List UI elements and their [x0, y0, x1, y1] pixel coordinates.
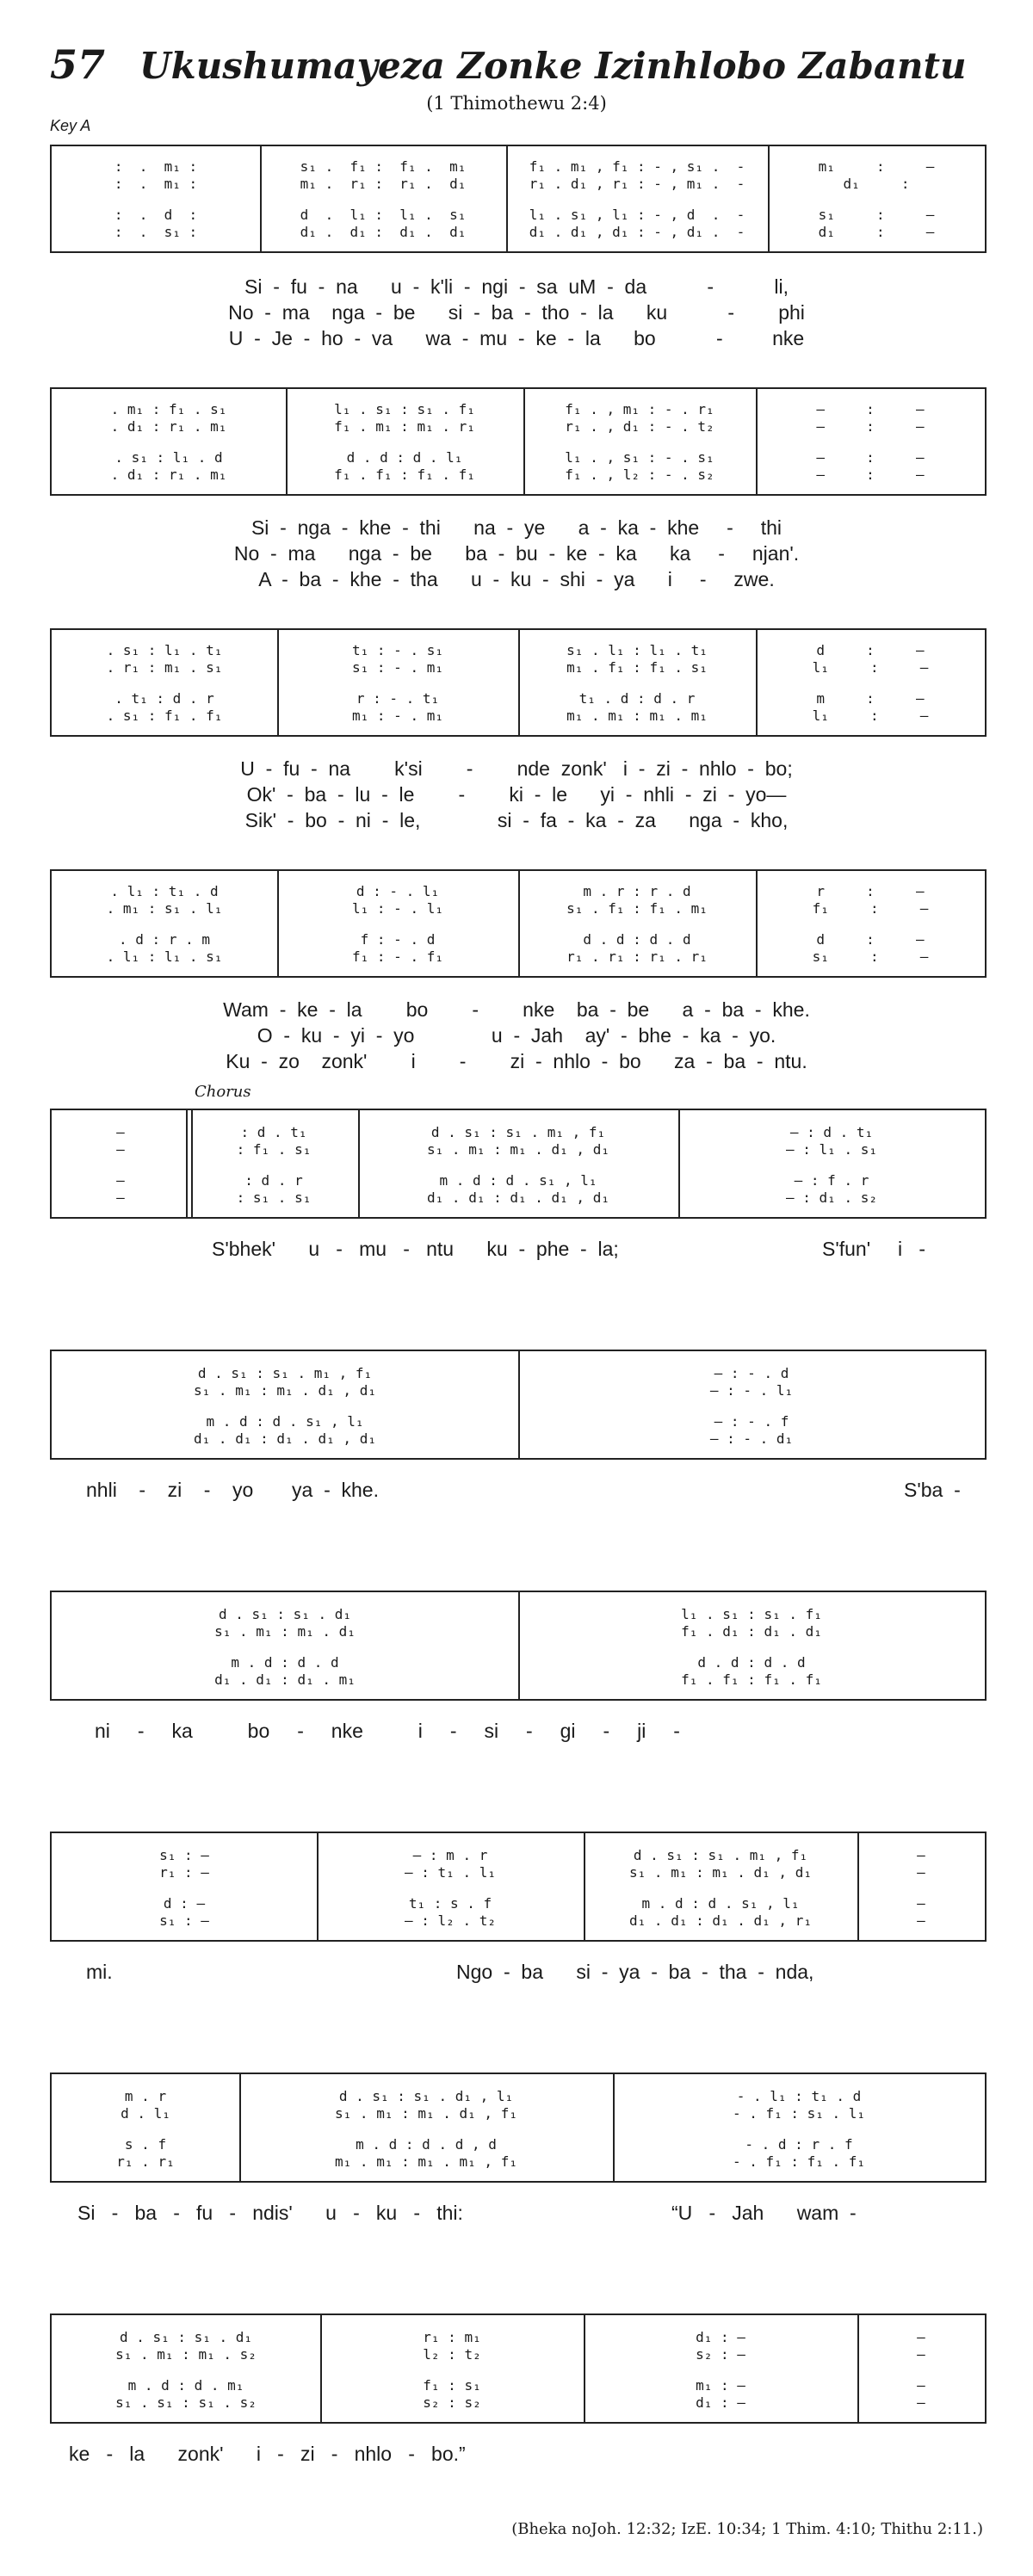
note-group: m . d : d . d , d [356, 2136, 497, 2153]
note-group: — [917, 1847, 925, 1863]
voice-row [52, 900, 985, 917]
note-group: . s₁ : f₁ . f₁ [106, 707, 223, 724]
note-group: f : - . d [360, 931, 436, 948]
note-group: : s₁ . s₁ [236, 1189, 312, 1206]
voice-row [52, 1382, 985, 1399]
note-group: — : l₁ . s₁ [786, 1141, 877, 1158]
note-group: s₁ . f₁ : f₁ . m₁ [566, 900, 708, 917]
note-group: : f₁ . s₁ [236, 1141, 312, 1158]
lyric-line: Si - nga - khe - thi na - ye a - ka - khe - thi [251, 516, 782, 539]
lyric-line: Sik' - bo - ni - le, si - fa - ka - za nga - kho, [244, 809, 789, 831]
note-group: s₂ : s₂ [423, 2394, 481, 2411]
note-group: — : — [816, 449, 925, 466]
note-group: - . l₁ : t₁ . d [736, 2088, 862, 2104]
note-group: s₁ . m₁ : m₁ . d₁ , d₁ [194, 1382, 376, 1399]
note-group: m : — [816, 690, 925, 707]
note-group: s₁ : — [159, 1847, 209, 1863]
note-group: — : d . t₁ [789, 1124, 874, 1140]
key-signature: Key A [50, 117, 91, 134]
voice-row [52, 2153, 985, 2171]
note-group: f₁ . f₁ : f₁ . f₁ [681, 1671, 822, 1688]
note-group: — [116, 1124, 125, 1140]
note-group: l₁ : - . l₁ [352, 900, 443, 917]
voice-row [52, 642, 985, 659]
voice-row [52, 948, 985, 966]
lyric-line: S'fun' i - [822, 1238, 925, 1260]
lyric-line: U - Je - ho - va wa - mu - ke - la bo - nke [228, 327, 805, 349]
voice-row [52, 1124, 985, 1141]
note-group: m₁ : — [696, 2377, 745, 2394]
note-group: m . d : d . m₁ [127, 2377, 244, 2394]
note-group: m₁ : - . m₁ [352, 707, 443, 724]
note-group: m . d : d . s₁ , l₁ [206, 1413, 364, 1430]
lyric-line: Ku - zo zonk' i - zi - nhlo - bo za - ba - ntu. [226, 1050, 807, 1072]
voice-row [52, 2088, 985, 2105]
note-group: — : — [816, 418, 925, 435]
note-group: s₁ . s₁ : s₁ . s₂ [115, 2394, 257, 2411]
note-group: — [917, 2346, 925, 2363]
voice-row [52, 707, 985, 725]
note-group: — : t₁ . l₁ [405, 1864, 496, 1881]
voice-row [52, 1847, 985, 1864]
note-group: m . d : d . s₁ , l₁ [439, 1172, 597, 1189]
note-group: m₁ . r₁ : r₁ . d₁ [300, 176, 467, 192]
note-group: s₁ . m₁ : m₁ . d₁ , d₁ [427, 1141, 609, 1158]
note-group: — : - . f [714, 1413, 789, 1430]
voice-row [52, 2329, 985, 2346]
note-group: — [917, 1895, 925, 1912]
lyric-line: Si - ba - fu - ndis' u - ku - thi: [77, 2202, 463, 2224]
note-group: — : f . r [794, 1172, 869, 1189]
voice-row [52, 2394, 985, 2412]
note-group: f₁ . , m₁ : - . r₁ [565, 401, 714, 417]
note-group: r₁ . r₁ [116, 2153, 175, 2170]
note-group: s₁ : — [159, 1912, 209, 1929]
note-group: . m₁ : f₁ . s₁ [110, 401, 227, 417]
note-group: s₁ . f₁ : f₁ . m₁ [300, 158, 467, 175]
note-group: — [917, 2377, 925, 2394]
note-group: s₁ . m₁ : m₁ . d₁ , f₁ [335, 2105, 517, 2122]
note-group: . s₁ : l₁ . t₁ [106, 642, 223, 658]
note-group: l₁ . , s₁ : - . s₁ [565, 449, 714, 466]
note-group: d : — [816, 931, 925, 948]
note-group: m₁ . f₁ : f₁ . s₁ [566, 659, 708, 676]
note-group: . s₁ : l₁ . d [114, 449, 223, 466]
note-group: f₁ : s₁ [423, 2377, 481, 2394]
note-group: d . l₁ [121, 2105, 170, 2122]
note-group: d₁ . d₁ : d₁ . m₁ [214, 1671, 356, 1688]
note-group: . t₁ : d . r [114, 690, 214, 707]
note-group: m₁ : — [818, 158, 935, 175]
lyric-line: S'ba - [904, 1479, 961, 1501]
voice-row [52, 1365, 985, 1382]
note-group: - . d : r . f [745, 2136, 853, 2153]
note-group: d . s₁ : s₁ . m₁ , f₁ [633, 1847, 808, 1863]
voice-row [52, 1654, 985, 1671]
lyric-line: mi. [86, 1961, 113, 1983]
note-group: — [917, 1912, 925, 1929]
note-group: r₁ : m₁ [423, 2329, 481, 2345]
note-group: . d : r . m [119, 931, 210, 948]
chorus-label: Chorus [195, 1083, 251, 1101]
note-group: - . f₁ : f₁ . f₁ [732, 2153, 866, 2170]
note-group: — : m . r [412, 1847, 488, 1863]
lyric-line: U - fu - na k'si - nde zonk' i - zi - nhlo - bo; [240, 757, 793, 780]
music-system [50, 2073, 987, 2183]
note-group: — [917, 2394, 925, 2411]
lyrics-block [0, 997, 1033, 1074]
note-group: d . s₁ : s₁ . d₁ [218, 1606, 352, 1622]
note-group: — : - . l₁ [709, 1382, 794, 1399]
lyrics-block [0, 274, 1033, 351]
note-group: m . r [124, 2088, 167, 2104]
note-group: d . d : d . l₁ [346, 449, 463, 466]
note-group: — : d₁ . s₂ [786, 1189, 877, 1206]
note-group: f₁ . d₁ : d₁ . d₁ [681, 1623, 822, 1640]
lyric-line: No - ma nga - be ba - bu - ke - ka ka - njan'. [233, 542, 800, 565]
note-group: d . d : d . d [697, 1654, 806, 1671]
voice-row [52, 401, 985, 418]
note-group: d₁ . d₁ : d₁ . d₁ , r₁ [629, 1912, 812, 1929]
voice-row [52, 1606, 985, 1623]
note-group: l₂ : t₂ [423, 2346, 481, 2363]
lyrics-block [0, 515, 1033, 592]
note-group: f₁ . m₁ , f₁ : - , s₁ . - [529, 158, 745, 175]
note-group: m . r : r . d [583, 883, 691, 899]
voice-row [52, 1430, 985, 1448]
lyrics-block [0, 756, 1033, 833]
note-group: d₁ . d₁ , d₁ : - , d₁ . - [529, 224, 745, 240]
note-group: — : — [816, 401, 925, 417]
scripture-reference: (1 Thimothewu 2:4) [426, 93, 607, 114]
note-group: s₁ . l₁ : l₁ . t₁ [566, 642, 708, 658]
note-group: s₁ : — [812, 948, 929, 965]
music-system [50, 1109, 987, 1219]
note-group: — [917, 1864, 925, 1881]
lyric-line: Si - fu - na u - k'li - ngi - sa uM - da - li, [244, 275, 789, 298]
note-group: d₁ : — [696, 2394, 745, 2411]
note-group: . l₁ : t₁ . d [110, 883, 219, 899]
music-system [50, 628, 987, 737]
note-group: d : - . l₁ [356, 883, 440, 899]
note-group: f₁ . f₁ : f₁ . f₁ [334, 466, 475, 483]
note-group: — : - . d [714, 1365, 789, 1381]
lyric-line: “U - Jah wam - [671, 2202, 857, 2224]
voice-row [52, 158, 985, 176]
voice-row [52, 1189, 985, 1207]
note-group: : d . t₁ [240, 1124, 307, 1140]
note-group: f₁ : - . f₁ [352, 948, 443, 965]
note-group: s₁ . m₁ : m₁ . s₂ [115, 2346, 257, 2363]
song-title: Ukushumayeza Zonke Izinhlobo Zabantu [139, 45, 967, 87]
music-system [50, 145, 987, 253]
lyric-line: Ngo - ba si - ya - ba - tha - nda, [456, 1961, 814, 1983]
note-group: . l₁ : l₁ . s₁ [106, 948, 223, 965]
note-group: f₁ : — [812, 900, 929, 917]
note-group: m₁ . m₁ : m₁ . m₁ , f₁ [335, 2153, 517, 2170]
note-group: s₂ : — [696, 2346, 745, 2363]
note-group: m . d : d . d [231, 1654, 339, 1671]
voice-row [52, 1413, 985, 1430]
note-group: d₁ . d₁ : d₁ . d₁ , d₁ [194, 1430, 376, 1447]
note-group: d₁ . d₁ : d₁ . d₁ , d₁ [427, 1189, 609, 1206]
note-group: s₁ . m₁ : m₁ . d₁ , d₁ [629, 1864, 812, 1881]
note-group: r : - . t₁ [356, 690, 440, 707]
note-group: : . m₁ : [114, 158, 198, 175]
voice-row [52, 466, 985, 484]
lyric-line: Wam - ke - la bo - nke ba - be a - ba - khe. [223, 998, 810, 1021]
note-group: t₁ . d : d . r [578, 690, 696, 707]
note-group: d₁ : — [696, 2329, 745, 2345]
voice-row [52, 1864, 985, 1881]
voice-row [52, 1671, 985, 1689]
note-group: l₁ . s₁ : s₁ . f₁ [334, 401, 475, 417]
lyric-line: ni - ka bo - nke i - si - gi - ji - [95, 1720, 680, 1742]
note-group: d . s₁ : s₁ . m₁ , f₁ [430, 1124, 606, 1140]
lyric-line: S'bhek' u - mu - ntu ku - phe - la; [212, 1238, 619, 1260]
note-group: l₁ : — [812, 707, 929, 724]
lyric-line: nhli - zi - yo ya - khe. [86, 1479, 379, 1501]
note-group: — [917, 2329, 925, 2345]
music-system [50, 1832, 987, 1942]
voice-row [52, 207, 985, 224]
voice-row [52, 2105, 985, 2122]
music-system [50, 1350, 987, 1460]
voice-row [52, 224, 985, 241]
note-group: l₁ : — [812, 659, 929, 676]
note-group: d₁ . d₁ : d₁ . d₁ [300, 224, 467, 240]
music-system [50, 1591, 987, 1701]
note-group: . d₁ : r₁ . m₁ [110, 418, 227, 435]
voice-row [52, 1623, 985, 1640]
note-group: d . s₁ : s₁ . d₁ , l₁ [338, 2088, 514, 2104]
voice-row [52, 1895, 985, 1912]
note-group: — [116, 1172, 125, 1189]
note-group: d . l₁ : l₁ . s₁ [300, 207, 467, 223]
note-group: r₁ . , d₁ : - . t₂ [565, 418, 714, 435]
note-group: — [116, 1141, 125, 1158]
music-system [50, 387, 987, 496]
note-group: . r₁ : m₁ . s₁ [106, 659, 223, 676]
note-group: : . m₁ : [114, 176, 198, 192]
voice-row [52, 176, 985, 193]
music-system [50, 869, 987, 978]
note-group: f₁ . , l₂ : - . s₂ [565, 466, 714, 483]
note-group: - . f₁ : s₁ . l₁ [732, 2105, 866, 2122]
voice-row [52, 1912, 985, 1930]
footer-references: (Bheka noJoh. 12:32; IzE. 10:34; 1 Thim. 4:10; Thithu 2:11.) [511, 2520, 983, 2538]
lyric-line: O - ku - yi - yo u - Jah ay' - bhe - ka - yo. [257, 1024, 776, 1047]
note-group: s₁ . m₁ : m₁ . d₁ [214, 1623, 356, 1640]
note-group: d . d : d . d [583, 931, 691, 948]
note-group: d₁ : [843, 176, 910, 192]
note-group: . d₁ : r₁ . m₁ [110, 466, 227, 483]
note-group: d . s₁ : s₁ . d₁ [119, 2329, 253, 2345]
note-group: l₁ . s₁ , l₁ : - , d . - [529, 207, 745, 223]
voice-row [52, 449, 985, 466]
note-group: . m₁ : s₁ . l₁ [106, 900, 223, 917]
note-group: m . d : d . s₁ , l₁ [641, 1895, 800, 1912]
song-number: 57 [50, 41, 106, 88]
note-group: — : - . d₁ [709, 1430, 794, 1447]
voice-row [52, 2136, 985, 2153]
note-group: : . s₁ : [114, 224, 198, 240]
voice-row [52, 418, 985, 436]
note-group: t₁ : s . f [408, 1895, 492, 1912]
note-group: — [116, 1189, 125, 1206]
note-group: m₁ . m₁ : m₁ . m₁ [566, 707, 708, 724]
note-group: : d . r [244, 1172, 303, 1189]
note-group: r₁ . r₁ : r₁ . r₁ [566, 948, 708, 965]
voice-row [52, 2346, 985, 2363]
note-group: — : — [816, 466, 925, 483]
note-group: — : l₂ . t₂ [405, 1912, 496, 1929]
note-group: r₁ : — [159, 1864, 209, 1881]
voice-row [52, 1141, 985, 1158]
voice-row [52, 931, 985, 948]
note-group: s₁ : — [818, 207, 935, 223]
note-group: r : — [816, 883, 925, 899]
note-group: f₁ . m₁ : m₁ . r₁ [334, 418, 475, 435]
note-group: d : — [816, 642, 925, 658]
note-group: s₁ : - . m₁ [352, 659, 443, 676]
lyric-line: A - ba - khe - tha u - ku - shi - ya i - zwe. [258, 568, 775, 590]
voice-row [52, 659, 985, 676]
note-group: s . f [124, 2136, 167, 2153]
note-group: : . d : [114, 207, 198, 223]
lyric-line: Ok' - ba - lu - le - ki - le yi - nhli - zi - yo— [246, 783, 787, 806]
song-header [50, 41, 997, 88]
note-group: d₁ : — [818, 224, 935, 240]
voice-row [52, 1172, 985, 1189]
voice-row [52, 690, 985, 707]
voice-row [52, 2377, 985, 2394]
note-group: r₁ . d₁ , r₁ : - , m₁ . - [529, 176, 745, 192]
voice-row [52, 883, 985, 900]
note-group: d : — [163, 1895, 206, 1912]
lyric-line: No - ma nga - be si - ba - tho - la ku - phi [228, 301, 805, 324]
note-group: t₁ : - . s₁ [352, 642, 443, 658]
lyric-line: ke - la zonk' i - zi - nhlo - bo.” [69, 2443, 466, 2465]
music-system [50, 2313, 987, 2424]
note-group: d . s₁ : s₁ . m₁ , f₁ [197, 1365, 373, 1381]
note-group: l₁ . s₁ : s₁ . f₁ [681, 1606, 822, 1622]
